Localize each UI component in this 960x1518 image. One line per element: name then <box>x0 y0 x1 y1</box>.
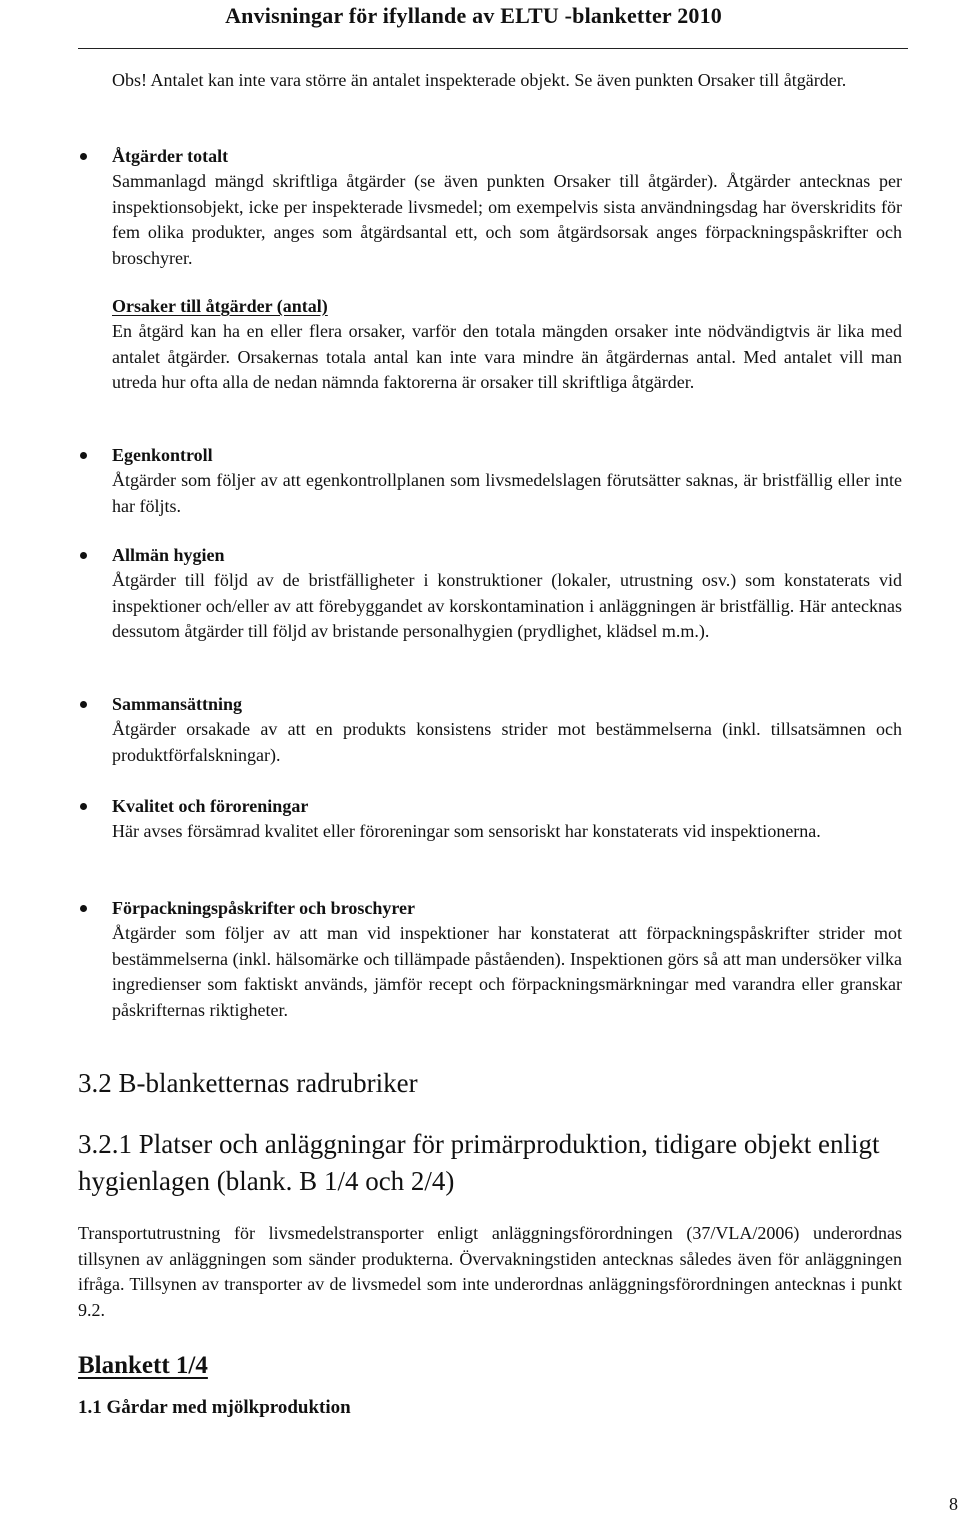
bullet-icon <box>80 452 87 459</box>
blankett-heading: Blankett 1/4 <box>78 1352 208 1379</box>
atgarder-totalt-title: Åtgärder totalt <box>112 146 229 166</box>
bullet-icon <box>80 153 87 160</box>
allman-hygien-body: Åtgärder till följd av de bristfälligheter i konstruktioner (lokaler, utrustning osv.) som konstaterats vid inspektioner och/eller av att förebyggandet av korskontamination i anläggningen är bristfällig. Här antecknas dessutom åtgärder till följd av bristande personalhygien (prydlighet, klädsel m.m.). <box>112 570 902 642</box>
allman-hygien-title: Allmän hygien <box>112 545 225 565</box>
kvalitet-title: Kvalitet och föroreningar <box>112 796 309 816</box>
forpackning-title: Förpackningspåskrifter och broschyrer <box>112 898 416 918</box>
sammansattning-title: Sammansättning <box>112 694 243 714</box>
bullet-icon <box>80 701 87 708</box>
bullet-icon <box>80 552 87 559</box>
forpackning-body: Åtgärder som följer av att man vid inspektioner har konstaterat att förpackningspåskrifter strider mot bestämmelserna (inkl. hälsomärke och tillämpade påståenden). Inspektionen görs så att man undersöker vilka ingredienser som faktiskt används, jämför recept och förpackningsmärkningar med varandra eller granskar påskrifternas riktigheter. <box>112 923 902 1020</box>
orsaker-body: En åtgärd kan ha en eller flera orsaker, varför den totala mängden orsaker inte nödvändigtvis är lika med antalet åtgärder. Orsakernas totala antal kan inte vara mindre än åtgärdernas antal. Med antalet vill man utreda hur ofta alla de nedan nämnda faktorerna är orsaker till skriftliga åtgärder. <box>112 321 902 393</box>
page-number: 8 <box>949 1494 958 1514</box>
page-header <box>0 0 960 52</box>
egenkontroll-body: Åtgärder som följer av att egenkontrollplanen som livsmedelslagen förutsätter saknas, är bristfällig eller inte har följts. <box>112 470 902 516</box>
header-divider <box>78 48 908 49</box>
section-3-2-1-body: Transportutrustning för livsmedelstransporter enligt anläggningsförordningen (37/VLA/2006) underordnas tillsynen av anläggningen som sänder produkterna. Övervakningstiden antecknas således även för anläggningen ifråga. Tillsynen av transporter av de livsmedel som inte underordnas anläggningsförordningen antecknas i punkt 9.2. <box>78 1223 902 1320</box>
obs-note: Obs! Antalet kan inte vara större än antalet inspekterade objekt. Se även punkten Orsaker till åtgärder. <box>112 70 847 90</box>
bullet-icon <box>80 905 87 912</box>
orsaker-title: Orsaker till åtgärder (antal) <box>112 296 328 316</box>
atgarder-totalt-body: Sammanlagd mängd skriftliga åtgärder (se även punkten Orsaker till åtgärder). Åtgärder antecknas per inspektionsobjekt, icke per inspekterade livsmedel; om exempelvis sista användningsdag har överskridits för fem olika produkter, anges som åtgärdsantal ett, och som åtgärdsorsak anges förpackningspåskrifter och broschyrer. <box>112 171 902 268</box>
section-3-2-1-heading: 3.2.1 Platser och anläggningar för primärproduktion, tidigare objekt enligt hygienlagen (blank. B 1/4 och 2/4) <box>78 1129 880 1196</box>
section-3-2-heading: 3.2 B-blanketternas radrubriker <box>78 1068 418 1098</box>
subheading-gardar: 1.1 Gårdar med mjölkproduktion <box>78 1397 351 1418</box>
sammansattning-body: Åtgärder orsakade av att en produkts konsistens strider mot bestämmelserna (inkl. tillsatsämnen och produktförfalskningar). <box>112 719 902 765</box>
header-title: Anvisningar för ifyllande av ELTU -blanketter 2010 <box>225 3 722 28</box>
bullet-icon <box>80 803 87 810</box>
kvalitet-body: Här avses försämrad kvalitet eller föroreningar som sensoriskt har konstaterats vid inspektionerna. <box>112 821 821 841</box>
egenkontroll-title: Egenkontroll <box>112 445 213 465</box>
